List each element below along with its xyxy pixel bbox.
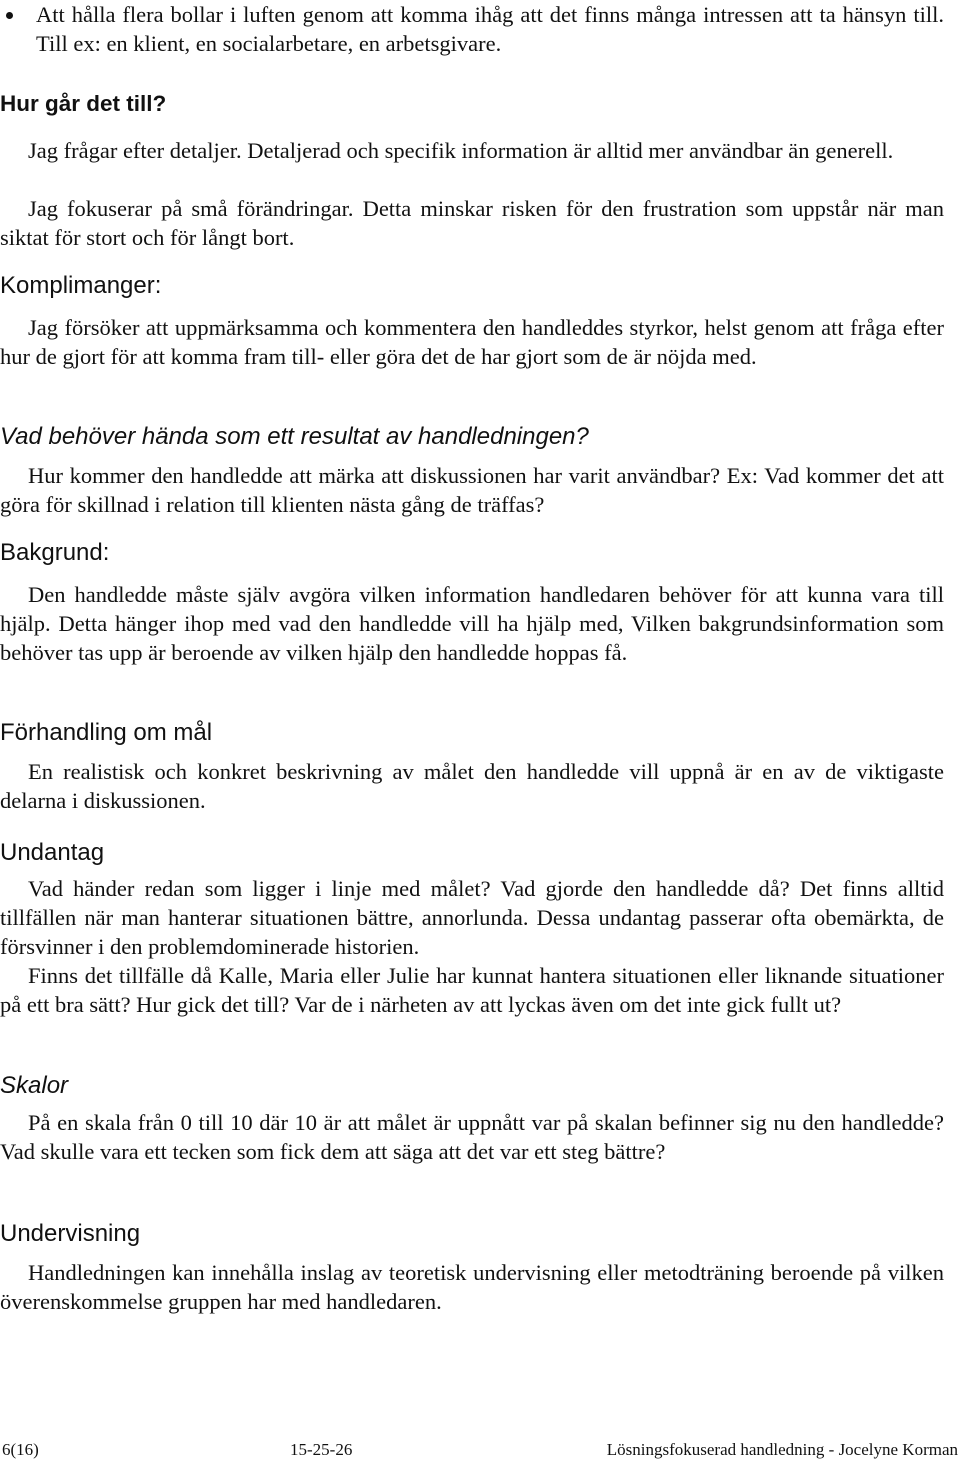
footer-page-number: 6(16) — [2, 1440, 39, 1459]
paragraph-small-changes: Jag fokuserar på små förändringar. Detta minskar risken för den frustration som uppstår när man siktat för stort och för långt bort. — [0, 196, 944, 250]
bullet-item — [0, 0, 944, 58]
page-footer — [0, 1440, 960, 1462]
heading-scales: Skalor — [0, 1072, 69, 1099]
footer-date: 15-25-26 — [290, 1440, 353, 1459]
paragraph-scales: På en skala från 0 till 10 där 10 är att målet är uppnått var på skalan befinner sig nu den handledde? Vad skulle vara ett tecken som fick dem att säga att det var ett steg bättre? — [0, 1110, 944, 1164]
paragraph-exception-2: Finns det tillfälle då Kalle, Maria eller Julie har kunnat hantera situationen eller liknande situationer på ett bra sätt? Hur gick det till? Var de i närheten av att lyckas även om det inte gick fullt ut? — [0, 963, 944, 1017]
heading-result: Vad behöver hända som ett resultat av handledningen? — [0, 423, 589, 450]
paragraph-result: Hur kommer den handledde att märka att diskussionen har varit användbar? Ex: Vad kommer det att göra för skillnad i relation till klienten nästa gång de träffas? — [0, 463, 944, 517]
paragraph-compliments: Jag försöker att uppmärksamma och kommentera den handleddes styrkor, helst genom att fråga efter hur de gjort för att komma fram till- eller göra det de har gjort som de är nöjda med. — [0, 315, 944, 369]
heading-how: Hur går det till? — [0, 91, 167, 116]
paragraph-negotiation: En realistisk och konkret beskrivning av målet den handledde vill uppnå är en av de viktigaste delarna i diskussionen. — [0, 759, 944, 813]
paragraph-details: Jag frågar efter detaljer. Detaljerad och specifik information är alltid mer användbar än generell. — [28, 138, 894, 163]
heading-negotiation: Förhandling om mål — [0, 719, 213, 746]
heading-background: Bakgrund: — [0, 539, 110, 566]
heading-exception: Undantag — [0, 839, 105, 866]
heading-compliments: Komplimanger: — [0, 272, 162, 299]
paragraph-background: Den handledde måste själv avgöra vilken information handledaren behöver för att kunna vara till hjälp. Detta hänger ihop med vad den handledde vill ha hjälp med, Vilken bakgrundsinformation som behöver tas upp är beroende av vilken hjälp den handledde hoppas få. — [0, 582, 944, 665]
bullet-text: Att hålla flera bollar i luften genom att komma ihåg att det finns många intressen att ta hänsyn till. Till ex: en klient, en socialarbetare, en arbetsgivare. — [36, 2, 944, 56]
paragraph-teaching: Handledningen kan innehålla inslag av teoretisk undervisning eller metodträning beroende på vilken överenskommelse gruppen har med handledaren. — [0, 1260, 944, 1314]
heading-teaching: Undervisning — [0, 1220, 141, 1247]
footer-document-title: Lösningsfokuserad handledning - Jocelyne Korman — [606, 1440, 958, 1459]
bullet-icon — [6, 12, 13, 19]
paragraph-exception-1: Vad händer redan som ligger i linje med målet? Vad gjorde den handledde då? Det finns alltid tillfällen när man hanterar situationen bättre, annorlunda. Dessa undantag passerar ofta obemärkta, de försvinner i den problemdominerade historien. — [0, 876, 944, 959]
